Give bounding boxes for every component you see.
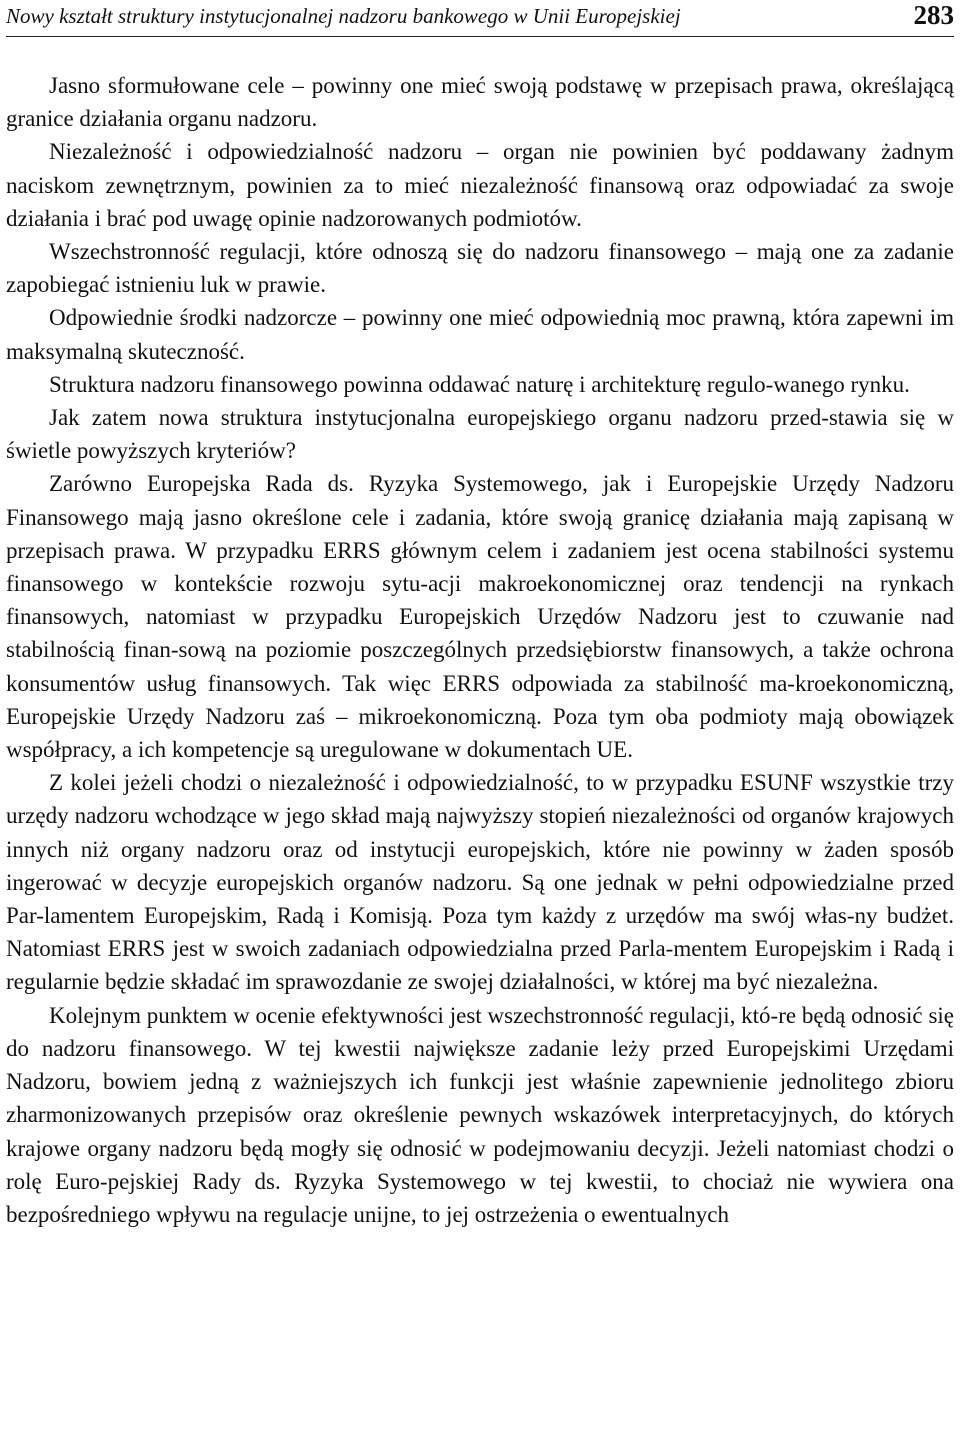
paragraph-independence-analysis: Z kolei jeżeli chodzi o niezależność i odpowiedzialność, to w przypadku ESUNF wszystkie trzy urzędy nadzoru wchodzące w jego skład mają najwyższy stopień niezależności od organów krajowych innych niż organy nadzoru oraz od instytucji europejskich, które nie powinny w żaden sposób ingerować w decyzje europejskich organów nadzoru. Są one jednak w pełni odpowiedzialne przed Par-lamentem Europejskim, Radą i Komisją. Poza tym każdy z urzędów ma swój włas-ny budżet. Natomiast ERRS jest w swoich zadaniach odpowiedzialna przed Parla-mentem Europejskim i Radą i regularnie będzie składać im sprawozdanie ze swojej działalności, w której ma być niezależna. xyxy=(6,770,954,995)
body-text xyxy=(6,69,954,1231)
paragraph-objectives-analysis: Zarówno Europejska Rada ds. Ryzyka Systemowego, jak i Europejskie Urzędy Nadzoru Finansowego mają jasno określone cele i zadania, które swoją granicę działania mają zapisaną w przepisach prawa. W przypadku ERRS głównym celem i zadaniem jest ocena stabilności systemu finansowego w kontekście rozwoju sytu-acji makroekonomicznej oraz tendencji na rynkach finansowych, natomiast w przypadku Europejskich Urzędów Nadzoru jest to czuwanie nad stabilnością finan-sową na poziomie poszczególnych przedsiębiorstw finansowych, a także ochrona konsumentów usług finansowych. Tak więc ERRS odpowiada za stabilność ma-kroekonomiczną, Europejskie Urzędy Nadzoru zaś – mikroekonomiczną. Poza tym oba podmioty mają obowiązek współpracy, a ich kompetencje są uregulowane w dokumentach UE. xyxy=(6,471,954,763)
paragraph-criterion-independence: Niezależność i odpowiedzialność nadzoru – organ nie powinien być poddawany żadnym naciskom zewnętrznym, powinien za to mieć niezależność finansową oraz odpowiadać za swoje działania i brać pod uwagę opinie nadzorowanych podmiotów. xyxy=(6,139,954,231)
paragraph-criterion-structure: Struktura nadzoru finansowego powinna oddawać naturę i architekturę regulo-wanego rynku. xyxy=(49,371,910,397)
page-number: 283 xyxy=(913,0,954,30)
paragraph-criterion-objectives: Jasno sformułowane cele – powinny one mieć swoją podstawę w przepisach prawa, określającą granice działania organu nadzoru. xyxy=(6,73,954,132)
page-header xyxy=(6,0,954,37)
paragraph-criterion-comprehensiveness: Wszechstronność regulacji, które odnoszą się do nadzoru finansowego – mają one za zadanie zapobiegać istnieniu luk w prawie. xyxy=(6,239,954,298)
paragraph-regulation-analysis: Kolejnym punktem w ocenie efektywności jest wszechstronność regulacji, któ-re będą odnosić się do nadzoru finansowego. W tej kwestii największe zadanie leży przed Europejskimi Urzędami Nadzoru, bowiem jedną z ważniejszych ich funkcji jest właśnie zapewnienie jednolitego zbioru zharmonizowanych przepisów oraz określenie pewnych wskazówek interpretacyjnych, do których krajowe organy nadzoru będą mogły się odnosić w podejmowaniu decyzji. Jeżeli natomiast chodzi o rolę Euro-pejskiej Rady ds. Ryzyka Systemowego w tej kwestii, to chociaż nie wywiera ona bezpośredniego wpływu na regulacje unijne, to jej ostrzeżenia o ewentualnych xyxy=(6,1002,954,1227)
running-title: Nowy kształt struktury instytucjonalnej nadzoru bankowego w Unii Europejskiej xyxy=(6,4,681,28)
paragraph-question: Jak zatem nowa struktura instytucjonalna europejskiego organu nadzoru przed-stawia się w świetle powyższych kryteriów? xyxy=(6,405,954,464)
paragraph-criterion-measures: Odpowiednie środki nadzorcze – powinny one mieć odpowiednią moc prawną, która zapewni im maksymalną skuteczność. xyxy=(6,305,954,364)
